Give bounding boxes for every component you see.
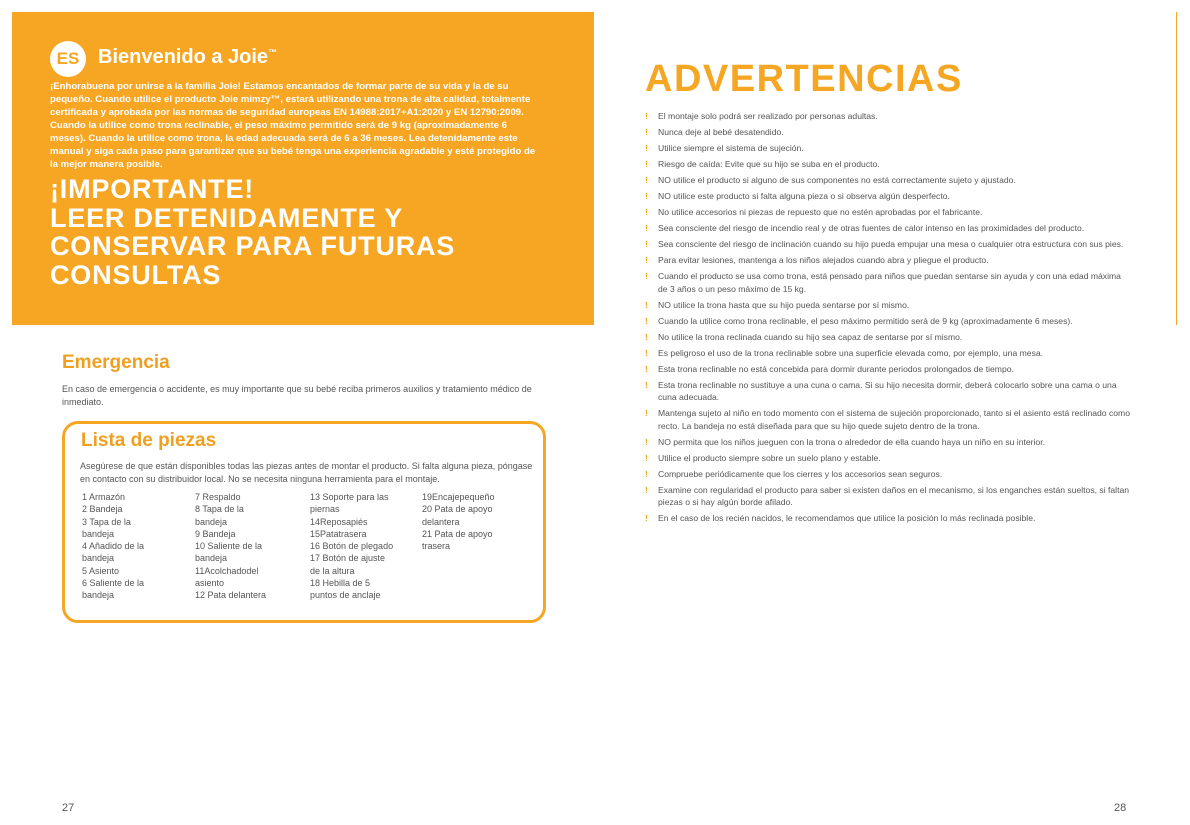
part-item: 17 Botón de ajuste <box>310 553 386 564</box>
warnings-title: ADVERTENCIAS <box>645 58 963 100</box>
warning-text: No utilice la trona reclinada cuando su hijo sea capaz de sentarse por sí mismo. <box>658 331 963 342</box>
exclamation-icon: ! <box>645 363 648 374</box>
important-line: CONSERVAR PARA FUTURAS <box>50 231 456 261</box>
important-line: CONSULTAS <box>50 259 222 290</box>
warning-text: Para evitar lesiones, mantenga a los niños alejados cuando abra y pliegue el producto. <box>658 255 989 265</box>
warning-item <box>644 512 1132 525</box>
part-item: delantera <box>422 516 460 527</box>
part-item: 7 Respaldo <box>195 492 241 502</box>
warning-text: Cuando la utilice como trona reclinable, el peso máximo permitido será de 9 kg (aproximadamente 6 meses). <box>658 315 1073 326</box>
part-item: 10 Saliente de la <box>195 541 263 552</box>
page-edge-rule <box>1176 12 1177 325</box>
warning-item <box>644 254 1132 267</box>
part-item: 2 Bandeja <box>82 504 123 515</box>
part-item: 12 Pata delantera <box>195 590 267 601</box>
warning-text: Sea consciente del riesgo de inclinación cuando su hijo pueda empujar una mesa o cualquier otra estructura con sus pies. <box>658 239 1124 249</box>
warning-text: Esta trona reclinable no está concebida para dormir durante periodos prolongados de tiempo. <box>658 363 1014 374</box>
exclamation-icon: ! <box>645 143 648 153</box>
warning-text: Nunca deje al bebé desatendido. <box>658 127 784 137</box>
warning-item <box>644 174 1132 187</box>
important-heading <box>50 175 570 289</box>
part-item: 4 Añadido de la <box>82 541 145 552</box>
exclamation-icon: ! <box>645 271 648 281</box>
warning-item <box>644 484 1132 509</box>
warning-item <box>644 126 1132 139</box>
warning-text: NO utilice el producto si alguno de sus componentes no está correctamente sujeto y ajustado. <box>658 175 1016 185</box>
language-badge: ES <box>50 41 86 77</box>
parts-intro: Asegúrese de que están disponibles todas las piezas antes de montar el producto. Si falta alguna pieza, póngase en contacto con su distribuidor local. No se necesita ninguna herramienta para el montaje. <box>80 461 533 484</box>
warning-text: Cuando el producto se usa como trona, está pensado para niños que puedan sentarse sin ayuda y con una edad máxima de 3 años o un peso máximo de 15 kg. <box>658 271 1121 294</box>
exclamation-icon: ! <box>645 379 648 390</box>
warning-text: NO permita que los niños jueguen con la trona o alrededor de ella cuando haya un niño en su interior. <box>658 436 1045 447</box>
parts-title: Lista de piezas <box>81 430 217 451</box>
warning-item <box>644 110 1132 123</box>
warning-text: Utilice el producto siempre sobre un suelo plano y estable. <box>658 452 881 463</box>
warning-item <box>644 436 1132 449</box>
part-item: piernas <box>310 504 340 515</box>
exclamation-icon: ! <box>645 315 648 326</box>
part-item: bandeja <box>195 516 228 527</box>
warning-item <box>644 206 1132 219</box>
exclamation-icon: ! <box>645 127 648 137</box>
part-item: 5 Asiento <box>82 565 120 576</box>
important-line: LEER DETENIDAMENTE Y <box>50 202 404 233</box>
warning-item <box>644 407 1132 432</box>
warning-text: Utilice siempre el sistema de sujeción. <box>658 143 804 153</box>
part-item: 14Reposapiés <box>310 516 368 527</box>
part-item: 20 Pata de apoyo <box>422 504 493 515</box>
part-item: bandeja <box>195 553 228 564</box>
part-item: 6 Saliente de la <box>82 578 145 589</box>
part-item: trasera <box>422 541 451 552</box>
warning-text: No utilice accesorios ni piezas de repuesto que no estén aprobadas por el fabricante. <box>658 207 983 217</box>
part-item: 18 Hebilla de 5 <box>310 578 371 589</box>
part-item: 8 Tapa de la <box>195 504 244 515</box>
part-item: 16 Botón de plegado <box>310 541 394 552</box>
warning-text: Esta trona reclinable no sustituye a una cuna o cama. Si su hijo necesita dormir, deberá colocarlo sobre una cama o una cuna adecuada. <box>658 379 1117 402</box>
warning-item <box>644 142 1132 155</box>
warning-text: En el caso de los recién nacidos, le recomendamos que utilice la posición lo más reclinada posible. <box>658 513 1036 523</box>
warning-item <box>644 190 1132 203</box>
exclamation-icon: ! <box>645 207 648 217</box>
exclamation-icon: ! <box>645 513 648 523</box>
parts-column <box>422 491 495 552</box>
warning-text: Es peligroso el uso de la trona reclinable sobre una superficie elevada como, por ejemplo, una mesa. <box>658 347 1044 358</box>
warning-text: Riesgo de caída: Evite que su hijo se suba en el producto. <box>658 159 880 169</box>
warning-text: Mantenga sujeto al niño en todo momento con el sistema de sujeción proporcionado, tanto si el asiento está reclinado como recto. La bandeja no está diseñada para que su hijo quede sujeto dentro de la trona. <box>658 408 1130 431</box>
part-item: 11Acolchadodel <box>195 565 259 576</box>
warning-item <box>644 222 1132 235</box>
emergency-title: Emergencia <box>62 352 170 373</box>
part-item: de la altura <box>310 565 355 576</box>
exclamation-icon: ! <box>645 436 648 447</box>
exclamation-icon: ! <box>645 159 648 169</box>
warning-item <box>644 158 1132 171</box>
warnings-list <box>644 110 1132 528</box>
warning-item <box>644 299 1132 312</box>
warning-text: Sea consciente del riesgo de incendio real y de otras fuentes de calor intenso en las proximidades del producto. <box>658 223 1085 233</box>
parts-column <box>82 491 144 602</box>
exclamation-icon: ! <box>645 408 648 418</box>
part-item: asiento <box>195 578 225 589</box>
parts-list-box <box>62 421 546 623</box>
exclamation-icon: ! <box>645 175 648 185</box>
warning-text: Compruebe periódicamente que los cierres y los accesorios sean seguros. <box>658 468 943 479</box>
exclamation-icon: ! <box>645 111 648 121</box>
warning-item <box>644 238 1132 251</box>
exclamation-icon: ! <box>645 452 648 463</box>
part-item: 1 Armazón <box>82 492 126 502</box>
warning-text: Examine con regularidad el producto para saber si existen daños en el mecanismo, si los enganches están sueltos, si faltan piezas o si hay algún borde afilado. <box>658 484 1130 507</box>
warning-item <box>644 270 1132 295</box>
intro-text: ¡Enhorabuena por unirse a la familia Joie! Estamos encantados de formar parte de su vida y la de su pequeño. Cuando utilice el producto Joie mimzy™, estará utilizando una trona de alta calidad, totalmente certificada y aprobada por las normas de seguridad europeas EN 14988:2017+A1:2020 y EN 12790:2009. Cuando la utilice como trona reclinable, el peso máximo permitido será de 9 kg (aproximadamente 6 meses). Cuando la utilice como trona, la edad adecuada será de 6 a 36 meses. Lea detenidamente este manual y siga cada paso para garantizar que su bebé tenga una experiencia agradable y esté protegido de la mejor manera posible. <box>50 81 536 170</box>
exclamation-icon: ! <box>645 299 648 310</box>
warning-text: NO utilice la trona hasta que su hijo pueda sentarse por sí mismo. <box>658 299 910 310</box>
warning-item <box>644 315 1132 328</box>
warning-item <box>644 379 1132 404</box>
page-number-right: 28 <box>1114 802 1127 814</box>
exclamation-icon: ! <box>645 347 648 358</box>
emergency-text: En caso de emergencia o accidente, es muy importante que su bebé reciba primeros auxilios y tratamiento médico de inmediato. <box>62 384 532 407</box>
part-item: 3 Tapa de la <box>82 516 131 527</box>
exclamation-icon: ! <box>645 223 648 233</box>
part-item: 15Patatrasera <box>310 528 367 539</box>
exclamation-icon: ! <box>645 484 648 495</box>
part-item: 9 Bandeja <box>195 528 236 539</box>
exclamation-icon: ! <box>645 331 648 342</box>
warning-text: NO utilice este producto si falta alguna pieza o si observa algún desperfecto. <box>658 191 950 201</box>
warning-text: El montaje solo podrá ser realizado por personas adultas. <box>658 111 878 121</box>
trademark-mark: ™ <box>268 47 278 58</box>
welcome-title: Bienvenido a Joie™ <box>98 46 278 68</box>
warning-item <box>644 347 1132 360</box>
exclamation-icon: ! <box>645 239 648 249</box>
parts-column <box>310 491 393 602</box>
warning-item <box>644 363 1132 376</box>
part-item: puntos de anclaje <box>310 590 381 601</box>
warning-item <box>644 452 1132 465</box>
part-item: bandeja <box>82 528 115 539</box>
exclamation-icon: ! <box>645 468 648 479</box>
part-item: bandeja <box>82 590 115 601</box>
page-number-left: 27 <box>62 802 75 814</box>
part-item: 21 Pata de apoyo <box>422 528 493 539</box>
part-item: 13 Soporte para las <box>310 492 389 502</box>
warning-item <box>644 331 1132 344</box>
important-line: ¡IMPORTANTE! <box>50 174 255 204</box>
parts-column <box>195 491 266 602</box>
part-item: 19Encajepequeño <box>422 492 495 502</box>
part-item: bandeja <box>82 553 115 564</box>
warning-item <box>644 468 1132 481</box>
exclamation-icon: ! <box>645 191 648 201</box>
exclamation-icon: ! <box>645 255 648 265</box>
